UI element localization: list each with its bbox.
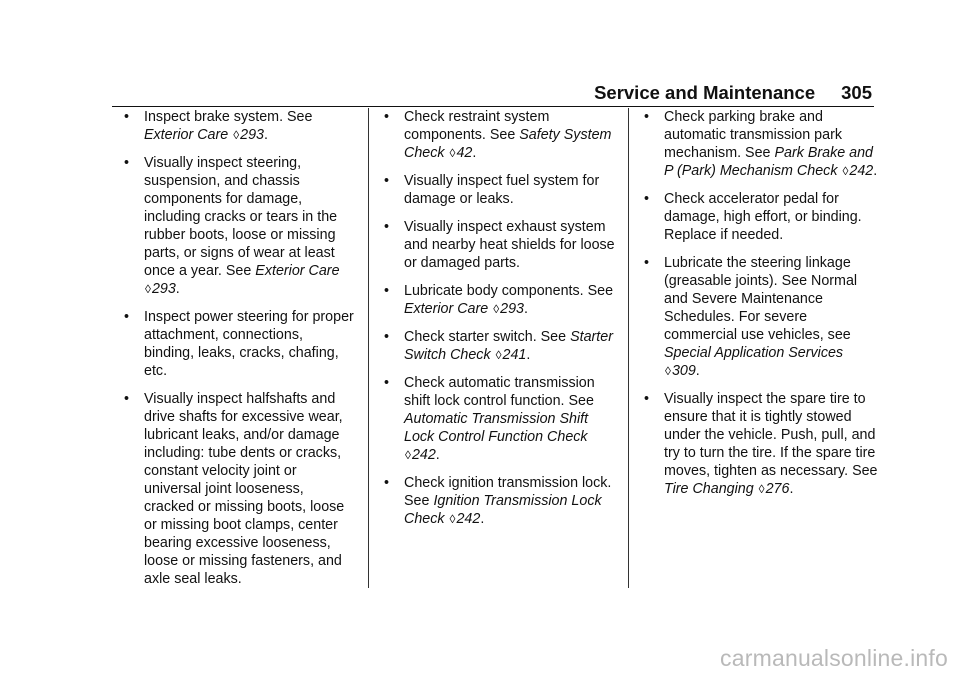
page-header xyxy=(594,82,872,104)
list-item xyxy=(384,108,620,162)
item-punctuation: . xyxy=(873,163,878,179)
list-item xyxy=(124,308,354,380)
page-reference-number[interactable]: 293 xyxy=(500,301,524,317)
cross-reference-link[interactable]: Automatic Transmission Shift Lock Control Function Check xyxy=(404,411,589,445)
item-text: Visually inspect the spare tire to ensure that it is tightly stowed under the vehicle. Push, pull, and try to turn the tire. If the spare tire moves, tighten as necessary. See xyxy=(664,391,878,479)
page-reference-number[interactable]: 242 xyxy=(456,511,481,527)
bullet-icon: • xyxy=(384,173,390,189)
item-text: Visually inspect steering, suspension, and chassis components for damage, including cracks or tears in the rubber boots, loose or missing parts, or signs of wear at least once a year. See xyxy=(144,155,338,279)
page-reference-number[interactable]: 276 xyxy=(765,481,790,497)
page-reference-icon: ◊ xyxy=(665,364,671,378)
cross-reference-link[interactable]: Exterior Care xyxy=(255,263,340,279)
list-item xyxy=(384,282,620,318)
item-text: Lubricate body components. See xyxy=(404,283,614,299)
item-punctuation: . xyxy=(175,281,180,297)
list-item xyxy=(384,328,620,364)
item-punctuation: . xyxy=(472,145,477,161)
item-punctuation: . xyxy=(480,511,485,527)
page-number: 305 xyxy=(841,82,872,103)
bullet-icon: • xyxy=(384,219,390,235)
item-punctuation: . xyxy=(264,127,268,143)
page-reference-number[interactable]: 309 xyxy=(671,363,696,379)
bullet-icon: • xyxy=(384,283,390,299)
bullet-icon: • xyxy=(124,155,130,171)
item-punctuation: . xyxy=(526,347,531,363)
page-reference-icon: ◊ xyxy=(449,512,456,526)
cross-reference-link[interactable]: Exterior Care xyxy=(144,127,229,143)
list-item xyxy=(384,374,620,464)
cross-reference-link[interactable]: Park Brake and P (Park) Mechanism Check xyxy=(664,145,874,179)
list-item xyxy=(644,390,880,498)
list-item xyxy=(644,190,880,244)
column-divider-1 xyxy=(368,108,369,588)
page-reference-number[interactable]: 42 xyxy=(456,145,473,161)
bullet-icon: • xyxy=(124,391,130,407)
item-punctuation: . xyxy=(435,447,440,463)
page-reference-icon: ◊ xyxy=(758,482,765,496)
item-text: Check accelerator pedal for damage, high effort, or binding. Replace if needed. xyxy=(664,191,862,243)
item-text: Lubricate the steering linkage (greasable joints). See Normal and Severe Maintenance Schedules. For severe commercial use vehicles, see xyxy=(664,255,858,343)
cross-reference-link[interactable]: Starter Switch Check xyxy=(404,329,613,363)
page-reference-number[interactable]: 242 xyxy=(849,163,874,179)
page-reference-number[interactable]: 241 xyxy=(502,347,527,363)
bullet-icon: • xyxy=(384,329,390,345)
header-rule xyxy=(112,106,874,107)
item-text: Inspect brake system. See xyxy=(144,109,313,125)
page-reference-icon: ◊ xyxy=(495,348,502,362)
page-reference-number[interactable]: 242 xyxy=(411,447,436,463)
cross-reference-link[interactable]: Tire Changing xyxy=(664,481,754,497)
item-text: Check starter switch. See xyxy=(404,329,567,345)
bullet-icon: • xyxy=(124,309,130,325)
page-reference-icon: ◊ xyxy=(145,282,151,296)
cross-reference-link[interactable]: Safety System Check xyxy=(404,127,612,161)
bullet-icon: • xyxy=(384,375,390,391)
page-reference-icon: ◊ xyxy=(233,128,240,142)
page-reference-icon: ◊ xyxy=(405,448,411,462)
list-item xyxy=(644,254,880,380)
item-punctuation: . xyxy=(695,363,700,379)
column-1 xyxy=(124,108,354,598)
item-text: Check ignition transmission lock. See xyxy=(404,475,612,509)
cross-reference-link[interactable]: Special Application Services xyxy=(664,345,844,361)
bullet-icon: • xyxy=(384,475,390,491)
item-text: Visually inspect halfshafts and drive shafts for excessive wear, lubricant leaks, and/or damage including: tube dents or cracks, constant velocity joint or universal joint looseness, cracked or missing boots, loose or missing boot clamps, center bearing excessive looseness, loose or missing fasteners, and axle seal leaks. xyxy=(144,391,345,587)
column-divider-2 xyxy=(628,108,629,588)
bullet-icon: • xyxy=(644,255,650,271)
list-item xyxy=(124,390,354,588)
item-punctuation: . xyxy=(789,481,794,497)
watermark: carmanualsonline.info xyxy=(720,645,948,671)
item-text: Check restraint system components. See xyxy=(404,109,550,143)
bullet-icon: • xyxy=(124,109,130,125)
item-text: Inspect power steering for proper attachment, connections, binding, leaks, cracks, chafing, etc. xyxy=(144,309,354,379)
page-reference-icon: ◊ xyxy=(842,164,849,178)
page-reference-icon: ◊ xyxy=(493,302,500,316)
cross-reference-link[interactable]: Ignition Transmission Lock Check xyxy=(404,493,602,527)
column-3 xyxy=(644,108,880,508)
item-text: Check parking brake and automatic transmission park mechanism. See xyxy=(664,109,842,161)
list-item xyxy=(384,474,620,528)
list-item xyxy=(124,108,354,144)
bullet-icon: • xyxy=(384,109,390,125)
section-title: Service and Maintenance xyxy=(594,82,816,103)
page-reference-number[interactable]: 293 xyxy=(151,281,176,297)
list-item xyxy=(644,108,880,180)
bullet-icon: • xyxy=(644,391,650,407)
bullet-icon: • xyxy=(644,191,650,207)
list-item xyxy=(384,172,620,208)
cross-reference-link[interactable]: Exterior Care xyxy=(404,301,489,317)
column-2 xyxy=(384,108,620,538)
item-text: Visually inspect exhaust system and nearby heat shields for loose or damaged parts. xyxy=(404,219,615,271)
item-text: Visually inspect fuel system for damage or leaks. xyxy=(404,173,600,207)
item-punctuation: . xyxy=(524,301,528,317)
list-item xyxy=(384,218,620,272)
list-item xyxy=(124,154,354,298)
page-reference-icon: ◊ xyxy=(449,146,456,160)
item-text: Check automatic transmission shift lock control function. See xyxy=(404,375,595,409)
bullet-icon: • xyxy=(644,109,650,125)
page-reference-number[interactable]: 293 xyxy=(240,127,264,143)
